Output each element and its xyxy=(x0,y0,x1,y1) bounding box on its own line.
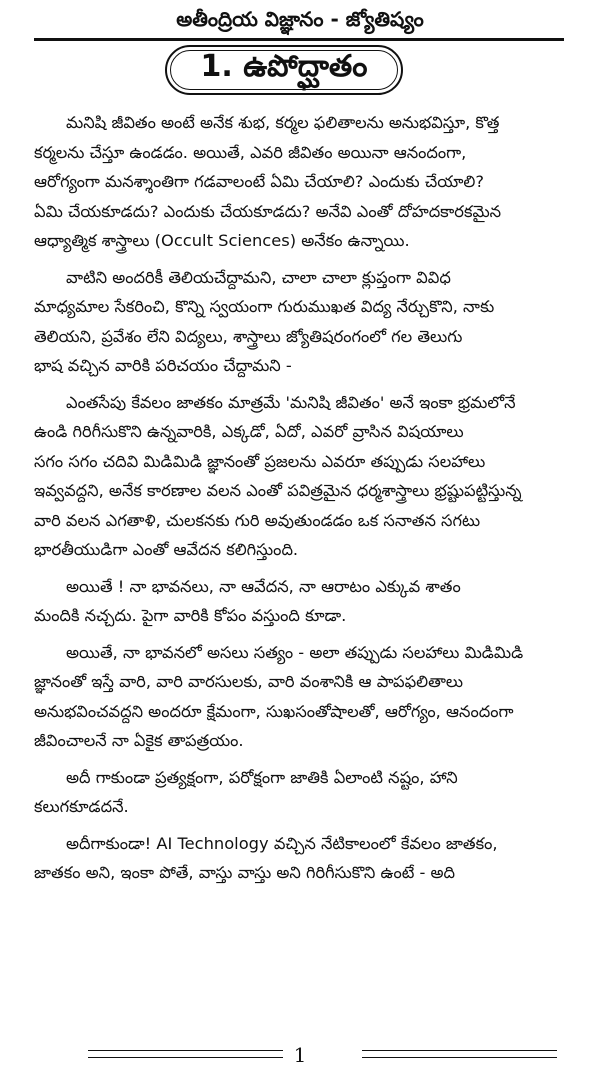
text-line: తెలియని, ప్రవేశం లేని విద్యలు, శాస్త్రాలు జ్యోతిషరంగంలో గల తెలుగు xyxy=(34,326,463,346)
paragraph xyxy=(34,829,566,888)
text-line: అయితే ! నా భావనలు, నా ఆవేదన, నా ఆరాటం ఎక్కువ శాతం xyxy=(66,576,461,596)
page-footer xyxy=(0,1044,600,1074)
paragraph xyxy=(34,108,566,256)
text-line: భారతీయుడిగా ఎంతో ఆవేదన కలిగిస్తుంది. xyxy=(34,540,299,559)
text-line: అదీగాకుండా! AI Technology వచ్చిన నేటికాలంలో కేవలం జాతకం, xyxy=(66,833,498,853)
text-line: ఉండి గిరిగీసుకొని ఉన్నవారికి, ఎక్కడో, ఏదో, ఎవరో వ్రాసిన విషయాలు xyxy=(34,422,464,441)
paragraph xyxy=(34,263,566,381)
text-line: సగం సగం చదివి మిడిమిడి జ్ఞానంతో ప్రజలను ఎవరూ తప్పుడు సలహాలు xyxy=(34,451,486,471)
text-line: అనుభవించవద్దని అందరూ క్షేమంగా, సుఖసంతోషాలతో, ఆరోగ్యం, ఆనందంగా xyxy=(34,701,514,721)
text-line: జాతకం అని, ఇంకా పోతే, వాస్తు వాస్తు అని గిరిగీసుకొని ఉంటే - అది xyxy=(34,863,456,882)
text-line: జ్ఞానంతో ఇస్తే వారి, వారి వారసులకు, వారి వంశానికి ఆ పాపఫలితాలు xyxy=(34,672,464,691)
running-header: అతీంద్రియ విజ్ఞానం - జ్యోతిష్యం xyxy=(176,7,424,31)
text-line: భాష వచ్చిన వారికి పరిచయం చేద్దామని - xyxy=(34,356,292,375)
page-number: 1 xyxy=(293,1043,307,1067)
text-line: మాధ్యమాల సేకరించి, కొన్ని స్వయంగా గురుముఖత విద్య నేర్చుకొని, నాకు xyxy=(34,297,495,316)
text-line: ఆరోగ్యంగా మనశ్శాంతిగా గడవాలంటే ఏమి చేయాలి? ఎందుకు చేయాలి? xyxy=(34,172,484,191)
text-line: వాటిని అందరికీ తెలియచేద్దామని, చాలా చాలా క్లుప్తంగా వివిధ xyxy=(66,267,451,287)
paragraph xyxy=(34,388,566,565)
text-line: అయితే, నా భావనలో అసలు సత్యం - అలా తప్పుడు సలహాలు మిడిమిడి xyxy=(66,642,524,662)
text-line: ఆధ్యాత్మిక శాస్త్రాలు (Occult Sciences) అనేకం ఉన్నాయి. xyxy=(34,231,410,250)
text-line: జీవించాలనే నా ఏకైక తాపత్రయం. xyxy=(34,731,244,750)
text-line: కలుగకూడదనే. xyxy=(34,797,129,816)
text-line: వారి వలన ఎగతాళి, చులకనకు గురి అవుతుండడం ఒక సనాతన సగటు xyxy=(34,510,481,530)
footer-double-rule-right xyxy=(362,1050,557,1058)
chapter-title-frame xyxy=(165,45,403,95)
text-line: ఏమి చేయకూడదు? ఎందుకు చేయకూడదు? అనేవి ఎంతో దోహదకారకమైన xyxy=(34,201,502,221)
chapter-title: 1. ఉపోద్ఘాతం xyxy=(200,49,368,84)
text-line: మనిషి జీవితం అంటే అనేక శుభ, కర్మల ఫలితాలను అనుభవిస్తూ, కొత్త xyxy=(66,113,500,132)
paragraph xyxy=(34,638,566,756)
text-line: మందికి నచ్చదు. పైగా వారికి కోపం వస్తుంది కూడా. xyxy=(34,606,347,625)
text-line: కర్మలను చేస్తూ ఉండడం. అయితే, ఎవరి జీవితం అయినా ఆనందంగా, xyxy=(34,142,467,162)
paragraph xyxy=(34,572,566,631)
text-line: అదీ గాకుండా ప్రత్యక్షంగా, పరోక్షంగా జాతికి ఏలాంటి నష్టం, హాని xyxy=(66,767,458,787)
body-text xyxy=(34,108,566,895)
text-line: ఇవ్వవద్దని, అనేక కారణాల వలన ఎంతో పవిత్రమైన ధర్మశాస్త్రాలు భ్రష్టుపట్టిస్తున్న xyxy=(34,481,522,500)
paragraph xyxy=(34,763,566,822)
text-line: ఎంతసేపు కేవలం జాతకం మాత్రమే 'మనిషి జీవితం' అనే ఇంకా భ్రమలోనే xyxy=(66,392,516,412)
header-rule xyxy=(34,38,564,41)
